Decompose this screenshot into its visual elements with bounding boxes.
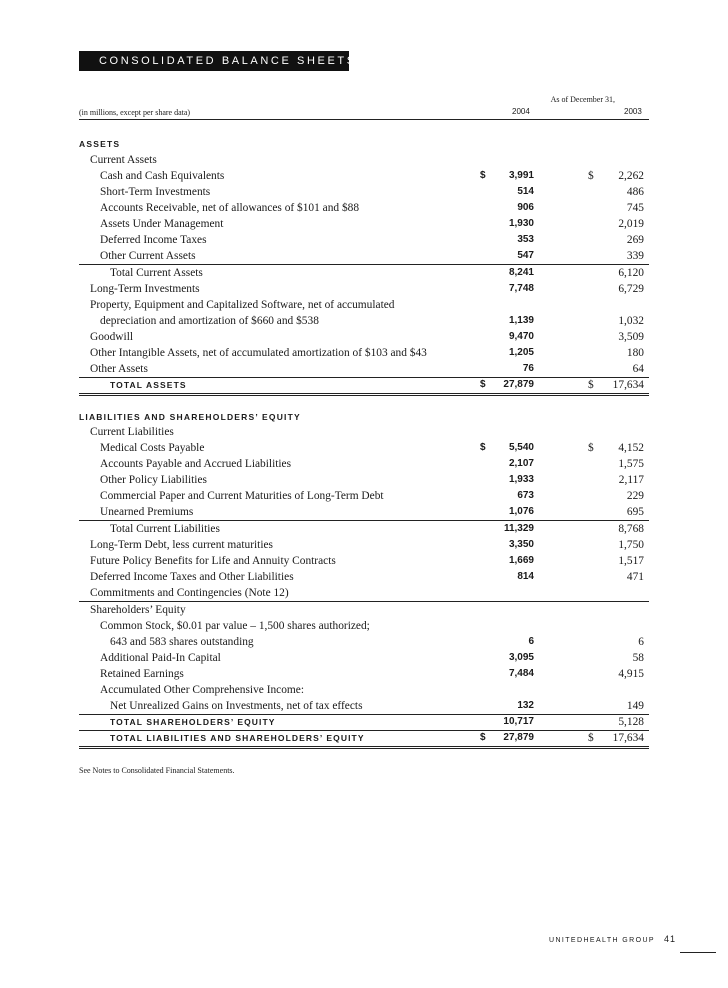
row-label: Total Current Liabilities bbox=[110, 523, 220, 535]
currency-symbol-2003: $ bbox=[588, 442, 594, 454]
value-2003: 4,152 bbox=[618, 442, 644, 454]
value-2003: 17,634 bbox=[612, 379, 644, 391]
row-label: TOTAL SHAREHOLDERS’ EQUITY bbox=[110, 717, 276, 727]
row-label: Property, Equipment and Capitalized Software, net of accumulated bbox=[90, 299, 395, 311]
value-2004: 906 bbox=[517, 202, 534, 213]
page-number-rule bbox=[680, 952, 716, 953]
table-row bbox=[79, 200, 649, 216]
row-label: Common Stock, $0.01 par value – 1,500 shares authorized; bbox=[100, 620, 370, 632]
row-label: Shareholders’ Equity bbox=[90, 604, 186, 616]
table-row bbox=[79, 248, 649, 264]
value-2004: 11,329 bbox=[503, 523, 534, 534]
table-row bbox=[79, 537, 649, 553]
row-label: Accounts Receivable, net of allowances of $101 and $88 bbox=[100, 202, 360, 214]
value-2004: 3,350 bbox=[508, 539, 534, 550]
row-label: TOTAL LIABILITIES AND SHAREHOLDERS’ EQUITY bbox=[110, 733, 365, 743]
table-row bbox=[79, 424, 649, 440]
row-label: Current Assets bbox=[90, 154, 157, 166]
total-double-rule bbox=[79, 746, 649, 749]
row-label: Cash and Cash Equivalents bbox=[100, 170, 225, 182]
column-header-2003: 2003 bbox=[624, 107, 642, 116]
page-title: CONSOLIDATED BALANCE SHEETS bbox=[79, 51, 349, 71]
table-row bbox=[79, 472, 649, 488]
table-row bbox=[79, 184, 649, 200]
table-row bbox=[79, 456, 649, 472]
value-2003: 3,509 bbox=[618, 331, 644, 343]
row-label: Other Intangible Assets, net of accumulated amortization of $103 and $43 bbox=[90, 347, 427, 359]
units-label: (in millions, except per share data) bbox=[79, 108, 191, 117]
row-label: Accounts Payable and Accrued Liabilities bbox=[100, 458, 292, 470]
currency-symbol-2004: $ bbox=[480, 442, 486, 453]
value-2004: 1,076 bbox=[508, 506, 534, 517]
row-label: Deferred Income Taxes and Other Liabilities bbox=[90, 571, 294, 583]
currency-symbol-2003: $ bbox=[588, 732, 594, 744]
value-2004: 547 bbox=[517, 250, 534, 261]
total-row bbox=[79, 730, 649, 746]
total-row bbox=[79, 714, 649, 730]
row-label: Other Current Assets bbox=[100, 250, 196, 262]
value-2003: 2,117 bbox=[618, 474, 644, 486]
section-header bbox=[79, 136, 649, 152]
row-label: Assets Under Management bbox=[100, 218, 224, 230]
value-2003: 64 bbox=[632, 363, 644, 375]
value-2003: 1,032 bbox=[618, 315, 644, 327]
row-label: Deferred Income Taxes bbox=[100, 234, 207, 246]
currency-symbol-2004: $ bbox=[480, 379, 486, 390]
value-2004: 10,717 bbox=[503, 716, 534, 727]
page-number: 41 bbox=[664, 934, 677, 944]
table-row bbox=[79, 232, 649, 248]
currency-symbol-2004: $ bbox=[480, 170, 486, 181]
table-row bbox=[79, 281, 649, 297]
value-2004: 814 bbox=[517, 571, 534, 582]
table-row bbox=[79, 618, 649, 634]
table-row bbox=[79, 682, 649, 698]
column-header-2004: 2004 bbox=[512, 107, 530, 116]
table-row bbox=[79, 634, 649, 650]
as-of-label: As of December 31, bbox=[550, 95, 615, 104]
value-2004: 6 bbox=[528, 636, 534, 647]
company-footer: UNITEDHEALTH GROUP bbox=[549, 937, 655, 944]
value-2003: 229 bbox=[626, 490, 644, 502]
currency-symbol-2003: $ bbox=[588, 379, 594, 391]
value-2003: 180 bbox=[626, 347, 644, 359]
value-2003: 486 bbox=[626, 186, 644, 198]
row-label: Future Policy Benefits for Life and Annuity Contracts bbox=[90, 555, 336, 567]
value-2003: 6 bbox=[638, 636, 644, 648]
total-double-rule bbox=[79, 393, 649, 396]
section-header bbox=[79, 409, 649, 425]
value-2004: 27,879 bbox=[503, 732, 534, 743]
row-label: Goodwill bbox=[90, 331, 134, 343]
row-label: 643 and 583 shares outstanding bbox=[110, 636, 254, 648]
row-label: Medical Costs Payable bbox=[100, 442, 205, 454]
table-row bbox=[79, 569, 649, 585]
value-2003: 1,750 bbox=[618, 539, 644, 551]
row-label: Current Liabilities bbox=[90, 426, 174, 438]
value-2003: 4,915 bbox=[618, 668, 644, 680]
value-2004: 3,095 bbox=[508, 652, 534, 663]
row-label: Long-Term Debt, less current maturities bbox=[90, 539, 273, 551]
table-row bbox=[79, 504, 649, 520]
table-row bbox=[79, 329, 649, 345]
value-2004: 76 bbox=[522, 363, 534, 374]
value-2004: 9,470 bbox=[508, 331, 534, 342]
value-2004: 3,991 bbox=[508, 170, 534, 181]
row-label: Retained Earnings bbox=[100, 668, 184, 680]
value-2003: 1,517 bbox=[618, 555, 644, 567]
row-label: Commercial Paper and Current Maturities of Long-Term Debt bbox=[100, 490, 384, 502]
row-label: TOTAL ASSETS bbox=[110, 380, 187, 390]
table-row bbox=[79, 265, 649, 281]
value-2003: 149 bbox=[626, 700, 644, 712]
row-label: Other Assets bbox=[90, 363, 148, 375]
row-label: Total Current Assets bbox=[110, 267, 203, 279]
row-label: Additional Paid-In Capital bbox=[100, 652, 221, 664]
value-2004: 1,139 bbox=[508, 315, 534, 326]
row-label: ASSETS bbox=[79, 139, 121, 149]
value-2004: 514 bbox=[517, 186, 534, 197]
value-2003: 339 bbox=[626, 250, 644, 262]
value-2004: 1,205 bbox=[508, 347, 534, 358]
table-row bbox=[79, 650, 649, 666]
value-2004: 7,484 bbox=[508, 668, 534, 679]
table-row bbox=[79, 168, 649, 184]
table-row bbox=[79, 666, 649, 682]
value-2004: 1,933 bbox=[508, 474, 534, 485]
row-label: Net Unrealized Gains on Investments, net of tax effects bbox=[110, 700, 363, 712]
row-label: depreciation and amortization of $660 and $538 bbox=[100, 315, 319, 327]
value-2003: 1,575 bbox=[618, 458, 644, 470]
table-row bbox=[79, 488, 649, 504]
value-2004: 1,669 bbox=[508, 555, 534, 566]
value-2003: 745 bbox=[626, 202, 644, 214]
value-2004: 132 bbox=[517, 700, 534, 711]
row-label: Short-Term Investments bbox=[100, 186, 211, 198]
table-row bbox=[79, 361, 649, 377]
value-2003: 695 bbox=[626, 506, 644, 518]
footnote: See Notes to Consolidated Financial Statements. bbox=[79, 766, 235, 775]
row-label: Accumulated Other Comprehensive Income: bbox=[100, 684, 305, 696]
row-label: LIABILITIES AND SHAREHOLDERS’ EQUITY bbox=[79, 412, 301, 422]
table-row bbox=[79, 521, 649, 537]
table-row bbox=[79, 553, 649, 569]
table-row bbox=[79, 698, 649, 714]
table-row bbox=[79, 585, 649, 601]
value-2003: 2,262 bbox=[618, 170, 644, 182]
value-2003: 269 bbox=[626, 234, 644, 246]
row-label: Commitments and Contingencies (Note 12) bbox=[90, 587, 289, 599]
value-2004: 8,241 bbox=[508, 267, 534, 278]
table-row bbox=[79, 602, 649, 618]
value-2004: 673 bbox=[517, 490, 534, 501]
value-2004: 7,748 bbox=[508, 283, 534, 294]
table-row bbox=[79, 297, 649, 313]
value-2003: 6,120 bbox=[618, 267, 644, 279]
total-row bbox=[79, 377, 649, 393]
table-row bbox=[79, 313, 649, 329]
value-2004: 27,879 bbox=[503, 379, 534, 390]
currency-symbol-2004: $ bbox=[480, 732, 486, 743]
value-2003: 2,019 bbox=[618, 218, 644, 230]
table-row bbox=[79, 216, 649, 232]
header-rule bbox=[79, 119, 649, 120]
table-row bbox=[79, 152, 649, 168]
value-2003: 17,634 bbox=[612, 732, 644, 744]
value-2003: 58 bbox=[632, 652, 644, 664]
value-2003: 6,729 bbox=[618, 283, 644, 295]
value-2003: 8,768 bbox=[618, 523, 644, 535]
value-2004: 5,540 bbox=[508, 442, 534, 453]
row-label: Unearned Premiums bbox=[100, 506, 194, 518]
value-2003: 471 bbox=[626, 571, 644, 583]
row-label: Other Policy Liabilities bbox=[100, 474, 207, 486]
currency-symbol-2003: $ bbox=[588, 170, 594, 182]
table-row bbox=[79, 440, 649, 456]
value-2004: 2,107 bbox=[508, 458, 534, 469]
value-2003: 5,128 bbox=[618, 716, 644, 728]
value-2004: 1,930 bbox=[508, 218, 534, 229]
row-label: Long-Term Investments bbox=[90, 283, 200, 295]
table-row bbox=[79, 345, 649, 361]
value-2004: 353 bbox=[517, 234, 534, 245]
